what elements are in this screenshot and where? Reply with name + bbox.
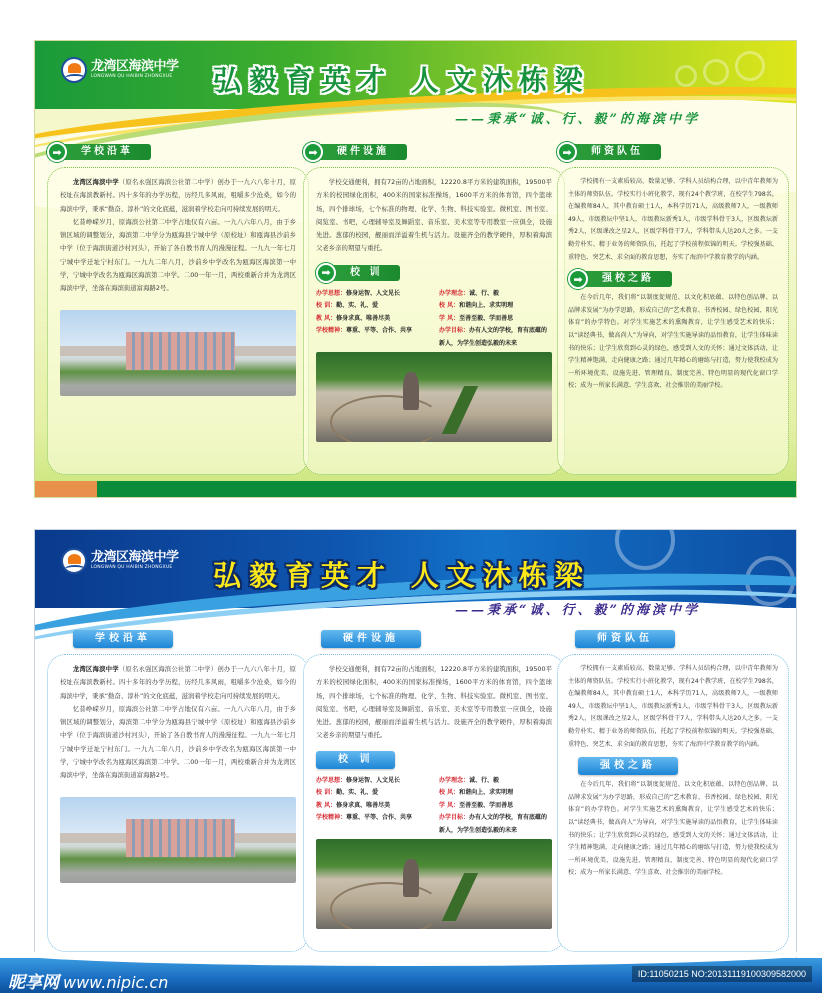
history-panel xyxy=(47,167,309,475)
section-tag-facilities: 硬件设施 xyxy=(321,630,565,648)
section-tag-faculty: 师资队伍 xyxy=(575,630,789,648)
section-tag-strong-school: 强校之路 xyxy=(578,757,778,775)
watermark-site-link[interactable]: www.nipic.cn xyxy=(63,973,169,992)
campus-garden-photo xyxy=(316,352,552,442)
image-id-label: ID:11050215 NO:20131119100309582000 xyxy=(632,966,812,982)
arrow-right-icon: ➡ xyxy=(568,269,588,289)
faculty-panel xyxy=(557,654,789,952)
motto-item: 校 风：和谐向上、求实明理 xyxy=(439,789,514,797)
motto-item: 学校精神：尊重、平等、合作、共享 xyxy=(316,814,413,822)
section-tag-history: 学校沿革 xyxy=(73,630,309,648)
school-motto-list xyxy=(316,288,552,351)
school-logo xyxy=(61,548,179,574)
motto-item: 办学目标：办有人文的学校，育有底蕴的新人，为学生创造弘毅的未来 xyxy=(439,327,548,347)
school-emblem-icon xyxy=(61,548,87,574)
motto-item: 校 风：和谐向上、求实明理 xyxy=(439,302,514,310)
display-board-blue xyxy=(34,529,797,959)
motto-item: 校 训：勤、实、礼、爱 xyxy=(316,302,379,310)
motto-item: 学校精神：尊重、平等、合作、共享 xyxy=(316,327,413,335)
motto-item: 学 风：至善至毅、学而善思 xyxy=(439,801,514,809)
motto-item: 办学理念：诚、行、毅 xyxy=(439,289,500,297)
arrow-right-icon: ➡ xyxy=(47,142,67,162)
section-tag-motto: 校 训 xyxy=(316,751,552,769)
history-para-2: 忆昔峥嵘岁月，原海滨公社第二中学占地仅有六亩。一九八六年八月，由于乡镇区域的调整划分，海滨第二中学分为瓯海县宁城中学（原校址）和瓯海县沙前乡中学（位于海滨街道沙村河头），开始了各自教书育人的漫漫征程。一九九一年七月宁城中学迁址宁村东门。一九九二年八月，沙前乡中学改名为瓯海区海滨第一中学，宁城中学改名为瓯海区海滨第二中学。二00一年一月，两校重新合并为龙湾区海滨中学，坐落在海滨街道富海路2号。 xyxy=(60,217,296,293)
school-name-en: LONGWAN QU HAIBIN ZHONGXUE xyxy=(91,565,173,570)
history-panel xyxy=(47,654,309,952)
motto-item: 办学理念：诚、行、毅 xyxy=(439,776,500,784)
motto-subtitle: ——秉承“诚、行、毅”的海滨中学 xyxy=(455,603,700,618)
decor-ring xyxy=(675,65,697,87)
watermark-footer xyxy=(0,958,822,993)
arrow-right-icon: ➡ xyxy=(303,142,323,162)
decor-ring xyxy=(735,51,765,81)
school-building-photo xyxy=(60,310,296,396)
section-tag-faculty: ➡ 师资队伍 xyxy=(557,143,789,161)
watermark-brand: 昵享网 www.nipic.cn xyxy=(8,973,169,993)
section-tag-strong-school: ➡ 强校之路 xyxy=(568,270,778,288)
motto-item: 办学思想：修身运智、人文见长 xyxy=(316,776,401,784)
slogan-title: 弘毅育英才 人文沐栋梁 xyxy=(213,559,591,592)
motto-item: 学 风：至善至毅、学而善思 xyxy=(439,314,514,322)
decor-ring xyxy=(703,59,729,85)
motto-item: 校 训：勤、实、礼、爱 xyxy=(316,789,379,797)
school-motto-list xyxy=(316,775,552,838)
school-name-en: LONGWAN QU HAIBIN ZHONGXUE xyxy=(91,74,173,79)
motto-item: 办学目标：办有人文的学校，育有底蕴的新人，为学生创造弘毅的未来 xyxy=(439,814,548,834)
motto-item: 教 风：修身求真、唯善尽美 xyxy=(316,314,391,322)
arrow-right-icon: ➡ xyxy=(316,263,336,283)
school-emblem-icon xyxy=(61,57,87,83)
bottom-bar xyxy=(35,481,796,497)
history-para-1: 龙湾区海滨中学（原名永强区海滨公社第二中学）创办于一九六八年十月，原校址在海滨教新村。四十多年的办学历程，历经几多风雨，咀嚼多少沧桑，如今的海滨中学，秉承“勤奋、淳朴”的文化底蕴，滋润着学校走向可持续发展的明天。 xyxy=(60,178,297,213)
motto-item: 教 风：修身求真、唯善尽美 xyxy=(316,801,391,809)
section-tag-motto: ➡ 校 训 xyxy=(316,264,552,282)
strong-school-para: 在今后几年，我们将“以制度促规范、以文化积底蕴、以特色创品牌、以品牌求发展”为办学思路，形成自己的“艺术教育、书香校园、绿色校园、阳光体育”的办学特色。对学生实施艺术的熏陶教育，让学生感受艺术的快乐；以“读经典书，做高尚人”为导向，对学生实施导读的品悟教育，让学生体味读书的快乐；让学生欣赏到心灵的绿色，感受到人文的关怀；通过文体活动，让学生精神饱满，走向健康之路；通过几年精心的磨练与打造，努力使我校成为一所环境优美、设施先进、管理精良、制度完善、特色明显的现代化窗口学校；成为一所家长满意、学生喜欢、社会推崇的美丽学校。 xyxy=(568,294,778,390)
facilities-para: 学校交通便利，拥有72亩的占地面积，12220.8平方米的建筑面积，19500平方米的校园绿化面积，400米的国家标准操场，1600平方米的体育馆，四个篮球场，四个排球场，七个标准的物理、化学、生物、科技实验室。微机室、图书室、阅览室、书吧，心理辅导室及舞蹈室、音乐室、美术室等专用教室一应俱全，设施先进。葱郁的校园，靓丽而洋溢着生机与活力。设施齐全的教学硬件，厚积着海滨父老乡亲的期望与重托。 xyxy=(316,178,552,253)
faculty-panel xyxy=(557,167,789,475)
facilities-panel xyxy=(303,654,565,952)
school-name: 龙湾区海滨中学 xyxy=(91,59,179,74)
school-logo xyxy=(61,57,179,83)
strong-school-para: 在今后几年，我们将“以制度促规范、以文化积底蕴、以特色创品牌、以品牌求发展”为办学思路，形成自己的“艺术教育、书香校园、绿色校园、阳光体育”的办学特色。对学生实施艺术的熏陶教育，让学生感受艺术的快乐；以“读经典书，做高尚人”为导向，对学生实施导读的品悟教育，让学生体味读书的快乐；让学生欣赏到心灵的绿色，感受到人文的关怀；通过文体活动，让学生精神饱满，走向健康之路；通过几年精心的磨练与打造，努力使我校成为一所环境优美、设施先进、管理精良、制度完善、特色明显的现代化窗口学校；成为一所家长满意、学生喜欢、社会推崇的美丽学校。 xyxy=(568,781,778,877)
section-tag-history: ➡ 学校沿革 xyxy=(47,143,309,161)
display-board-green xyxy=(34,40,797,498)
school-name: 龙湾区海滨中学 xyxy=(91,550,179,565)
motto-subtitle: ——秉承“诚、行、毅”的海滨中学 xyxy=(455,112,700,127)
campus-garden-photo xyxy=(316,839,552,929)
motto-item: 办学思想：修身运智、人文见长 xyxy=(316,289,401,297)
slogan-title: 弘毅育英才 人文沐栋梁 xyxy=(213,64,591,97)
facilities-panel xyxy=(303,167,565,475)
facilities-para: 学校交通便利，拥有72亩的占地面积，12220.8平方米的建筑面积，19500平方米的校园绿化面积，400米的国家标准操场，1600平方米的体育馆，四个篮球场，四个排球场，七个标准的物理、化学、生物、科技实验室。微机室、图书室、阅览室、书吧，心理辅导室及舞蹈室、音乐室、美术室等专用教室一应俱全，设施先进。葱郁的校园，靓丽而洋溢着生机与活力。设施齐全的教学硬件，厚积着海滨父老乡亲的期望与重托。 xyxy=(316,665,552,740)
history-para-2: 忆昔峥嵘岁月，原海滨公社第二中学占地仅有六亩。一九八六年八月，由于乡镇区域的调整划分，海滨第二中学分为瓯海县宁城中学（原校址）和瓯海县沙前乡中学（位于海滨街道沙村河头），开始了各自教书育人的漫漫征程。一九九一年七月宁城中学迁址宁村东门。一九九二年八月，沙前乡中学改名为瓯海区海滨第一中学，宁城中学改名为瓯海区海滨第二中学。二00一年一月，两校重新合并为龙湾区海滨中学，坐落在海滨街道富海路2号。 xyxy=(60,704,296,780)
school-building-photo xyxy=(60,797,296,883)
section-tag-facilities: ➡ 硬件设施 xyxy=(303,143,565,161)
faculty-para: 学校拥有一支素质较高、数量足够、学科人员结构合理，以中青年教师为主体的师资队伍。学校实行小班化教学，现有24个教学班，在校学生798名，在编教师84人，其中教育硕士1人，本科学历71人，高级教师7人，一级教师49人，市级教坛中坚1人，市级教坛新秀1人，市级学科骨干3人，区级教坛新秀2人，区级课改之星2人，区级学科骨干7人，学科带头人达20人之多。一支勤劳朴实、精于业务的师资队伍，托起了学校前程似锦的明天。学校强基础、重特色、突艺术、求全面的教育思想，夯实了海滨中学教育教学的内涵。 xyxy=(568,665,778,748)
faculty-para: 学校拥有一支素质较高、数量足够、学科人员结构合理，以中青年教师为主体的师资队伍。学校实行小班化教学，现有24个教学班，在校学生798名，在编教师84人，其中教育硕士1人，本科学历71人，高级教师7人，一级教师49人，市级教坛中坚1人，市级教坛新秀1人，市级学科骨干3人，区级教坛新秀2人，区级课改之星2人，区级学科骨干7人，学科带头人达20人之多。一支勤劳朴实、精于业务的师资队伍，托起了学校前程似锦的明天。学校强基础、重特色、突艺术、求全面的教育思想，夯实了海滨中学教育教学的内涵。 xyxy=(568,178,778,261)
arrow-right-icon: ➡ xyxy=(557,142,577,162)
history-para-1: 龙湾区海滨中学（原名永强区海滨公社第二中学）创办于一九六八年十月，原校址在海滨教新村。四十多年的办学历程，历经几多风雨，咀嚼多少沧桑，如今的海滨中学，秉承“勤奋、淳朴”的文化底蕴，滋润着学校走向可持续发展的明天。 xyxy=(60,665,297,700)
